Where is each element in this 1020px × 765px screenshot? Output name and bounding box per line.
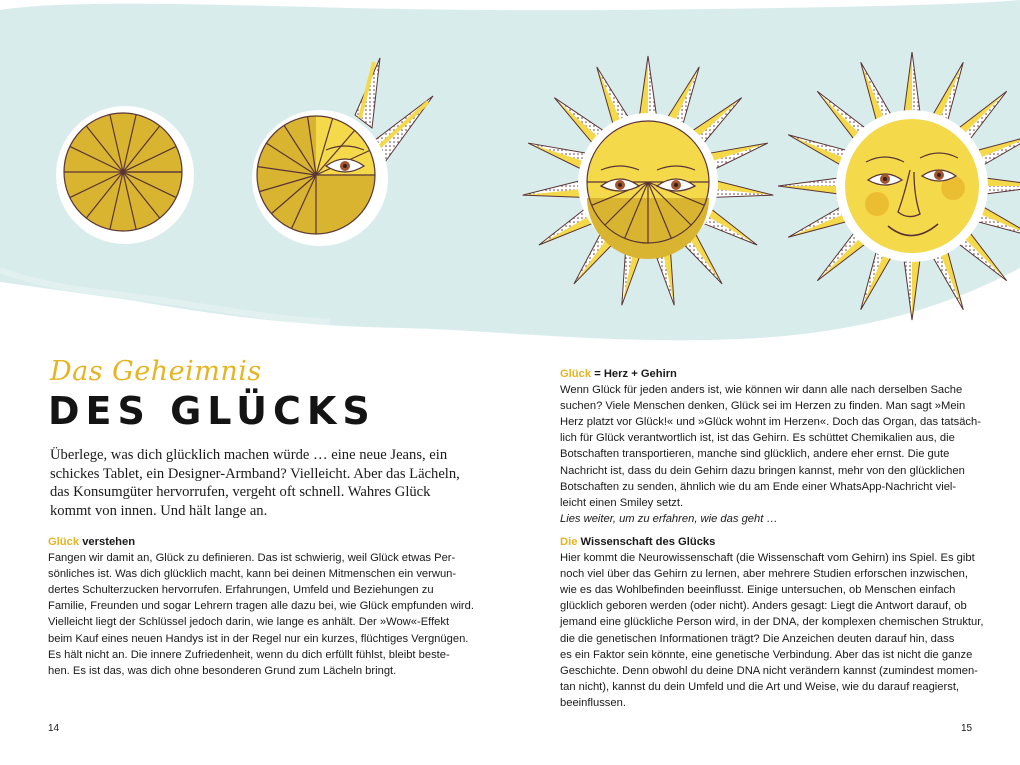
body-line: Hier kommt die Neurowissenschaft (die Wissenschaft vom Gehirn) ins Spiel. Es gibt bbox=[560, 552, 975, 565]
body-line: Geschichte. Denn obwohl du deine DNA nicht verändern kannst (zumindest momen- bbox=[560, 664, 978, 677]
body-line: Botschaften zu senden, ähnlich wie du am Ende einer WhatsApp-Nachricht viel- bbox=[560, 480, 957, 493]
heading-accent: Die bbox=[560, 536, 578, 548]
sun-full-face-icon bbox=[778, 52, 1020, 320]
heading-rest: verstehen bbox=[79, 536, 136, 548]
section-body bbox=[560, 550, 990, 711]
sun-slice-disc-icon bbox=[56, 106, 194, 244]
intro-line: schickes Tablet, ein Designer-Armband? Vielleicht. Aber das Lächeln, bbox=[50, 465, 460, 482]
section-title-script: Das Geheimnis bbox=[50, 356, 262, 387]
body-line: noch viel über das Gehirn zu lernen, aber mehrere Studien erforschen inzwischen, bbox=[560, 568, 968, 581]
body-line: Vielleicht liegt der Schlüssel jedoch darin, wie lange es anhält. Der »Wow«-Effekt bbox=[48, 616, 450, 629]
intro-line: das Konsumgüter hervorrufen, vergeht oft schnell. Wahres Glück bbox=[50, 484, 431, 501]
body-line: Familie, Freunden und sogar Lehrern tragen alle dazu bei, wie Glück empfunden wird. bbox=[48, 600, 474, 613]
body-line: sönliches ist. Was dich glücklich macht, kann bei deinen Mitmenschen ein verwun- bbox=[48, 568, 457, 581]
body-line: Fangen wir damit an, Glück zu definieren. Das ist schwierig, weil Glück etwas Per- bbox=[48, 552, 456, 565]
section-heading bbox=[48, 534, 468, 550]
read-on-hint: Lies weiter, um zu erfahren, wie das geht … bbox=[560, 512, 778, 525]
body-line: glücklich geboren werden (oder nicht). Anders gesagt: Liegt die Antwort darauf, ob bbox=[560, 600, 967, 613]
body-line: lich für Glück verantwortlich ist, ist das Gehirn. Es schüttet Chemikalien aus, die bbox=[560, 432, 955, 445]
section-heading bbox=[560, 366, 990, 382]
body-line: wie es das Wohlbefinden beeinflusst. Einige untersuchen, ob Menschen einfach bbox=[560, 584, 956, 597]
body-line: leicht einen Smiley setzt. bbox=[560, 496, 684, 509]
body-line: suchen? Viele Menschen denken, Glück sei im Herzen zu finden. Man sagt »Mein bbox=[560, 400, 966, 413]
body-line: Es hält nicht an. Die innere Zufriedenheit, wenn du dich erfüllt fühlst, bleibt beste- bbox=[48, 648, 450, 661]
section-title-main: DES GLÜCKS bbox=[48, 389, 376, 433]
intro-line: kommt von innen. Und hält lange an. bbox=[50, 503, 268, 520]
body-line: beeinflussen. bbox=[560, 696, 626, 709]
body-line: jemand eine glückliche Person wird, in der DNA, der komplexen chemischen Struktur, bbox=[560, 616, 984, 629]
sun-two-eyes-icon bbox=[523, 56, 774, 305]
section-glueck-verstehen bbox=[48, 534, 474, 679]
page-number-right: 15 bbox=[961, 723, 973, 734]
body-line: tan nicht), kannst du dein Umfeld und die Art und Weise, wie du darauf reagierst, bbox=[560, 680, 960, 693]
sun-half-face-icon bbox=[252, 58, 433, 246]
body-line: Nachricht ist, dass du dein Gehirn dazu bringen kannst, mehr von den glücklichen bbox=[560, 464, 965, 477]
intro-paragraph bbox=[50, 446, 470, 521]
body-line: Botschaften transportieren, manche sind glücklich, andere eher ernst. Die gute bbox=[560, 448, 950, 461]
section-wissenschaft bbox=[560, 534, 990, 711]
heading-accent: Glück bbox=[560, 368, 592, 380]
body-line: Herz platzt vor Glück!« und »Glück wohnt im Herzen«. Doch das Organ, das tatsäch- bbox=[560, 416, 981, 429]
heading-rest: = Herz + Gehirn bbox=[591, 368, 677, 380]
section-body bbox=[560, 382, 990, 527]
heading-accent: Glück bbox=[48, 536, 80, 548]
heading-rest: Wissenschaft des Glücks bbox=[577, 536, 716, 548]
body-line: es ein Faktor sein könnte, eine genetische Verbindung. Aber das ist nicht die ganze bbox=[560, 648, 973, 661]
body-line: die die genetischen Informationen trägt? Die Anzeichen deuten darauf hin, dass bbox=[560, 632, 955, 645]
body-line: beim Kauf eines neuen Handys ist in der Regel nur ein kurzes, flüchtiges Vergnügen. bbox=[48, 632, 469, 645]
section-heading bbox=[560, 534, 990, 550]
sun-illustration bbox=[0, 0, 1020, 360]
section-body bbox=[48, 550, 474, 679]
body-line: Wenn Glück für jeden anders ist, wie können wir dann alle nach derselben Sache bbox=[560, 384, 963, 397]
body-line: hen. Es ist das, was dich ohne besonderen Grund zum Lächeln bringt. bbox=[48, 664, 397, 677]
page-number-left: 14 bbox=[48, 723, 60, 734]
section-herz-gehirn bbox=[560, 366, 990, 527]
intro-line: Überlege, was dich glücklich machen würde … eine neue Jeans, ein bbox=[50, 447, 448, 463]
body-line: dertes Schulterzucken hervorrufen. Erfahrungen, Umfeld und Beziehungen zu bbox=[48, 584, 434, 597]
